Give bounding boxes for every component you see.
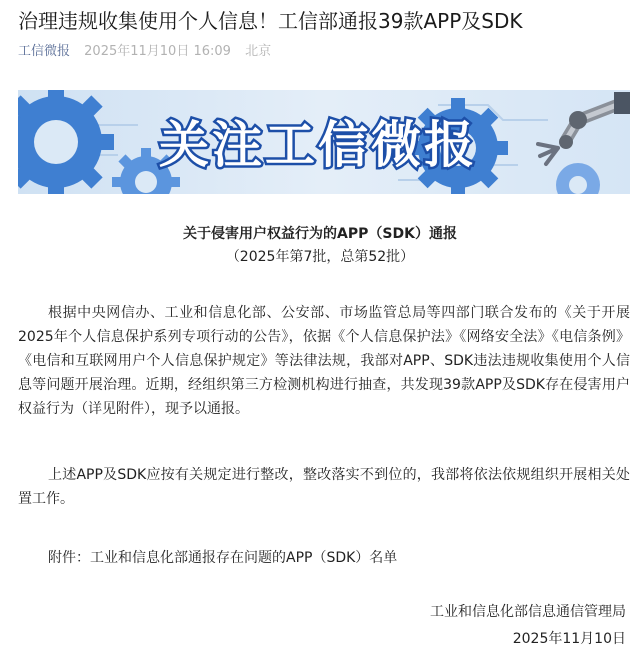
notice-paragraph-1: 根据中央网信办、工业和信息化部、公安部、市场监管总局等四部门联合发布的《关于开展2025年个人信息保护系列专项行动的公告》，依据《个人信息保护法》《网络安全法》《电信条例》《电信和互联网用户个人信息保护规定》等法律法规，我部对APP、SDK违法违规收集使用个人信息等问题开展治理。近期，经组织第三方检测机构进行抽查，共发现39款APP及SDK存在侵害用户权益行为（详见附件），现予以通报。 xyxy=(18,305,630,417)
notice-subheading: （2025年第7批，总第52批） xyxy=(225,249,415,265)
publish-location: 北京 xyxy=(245,44,272,59)
article-meta xyxy=(18,43,271,61)
banner-image xyxy=(18,90,630,194)
notice-paragraph-2: 上述APP及SDK应按有关规定进行整改，整改落实不到位的，我部将依法依规组织开展相关处置工作。 xyxy=(18,467,630,507)
notice-attachment: 附件：工业和信息化部通报存在问题的APP（SDK）名单 xyxy=(48,550,398,566)
notice-sign-date: 2025年11月10日 xyxy=(512,631,626,647)
article-title: 治理违规收集使用个人信息！工信部通报39款APP及SDK xyxy=(18,9,523,33)
notice-signature: 工业和信息化部信息通信管理局 xyxy=(430,604,626,620)
notice-heading: 关于侵害用户权益行为的APP（SDK）通报 xyxy=(183,226,457,242)
account-name-link[interactable]: 工信微报 xyxy=(18,44,71,59)
banner-text: 关注工信微报 xyxy=(159,116,477,174)
gear-icon xyxy=(18,90,114,194)
banner-graphic xyxy=(18,90,630,194)
publish-datetime: 2025年11月10日 16:09 xyxy=(84,44,231,59)
